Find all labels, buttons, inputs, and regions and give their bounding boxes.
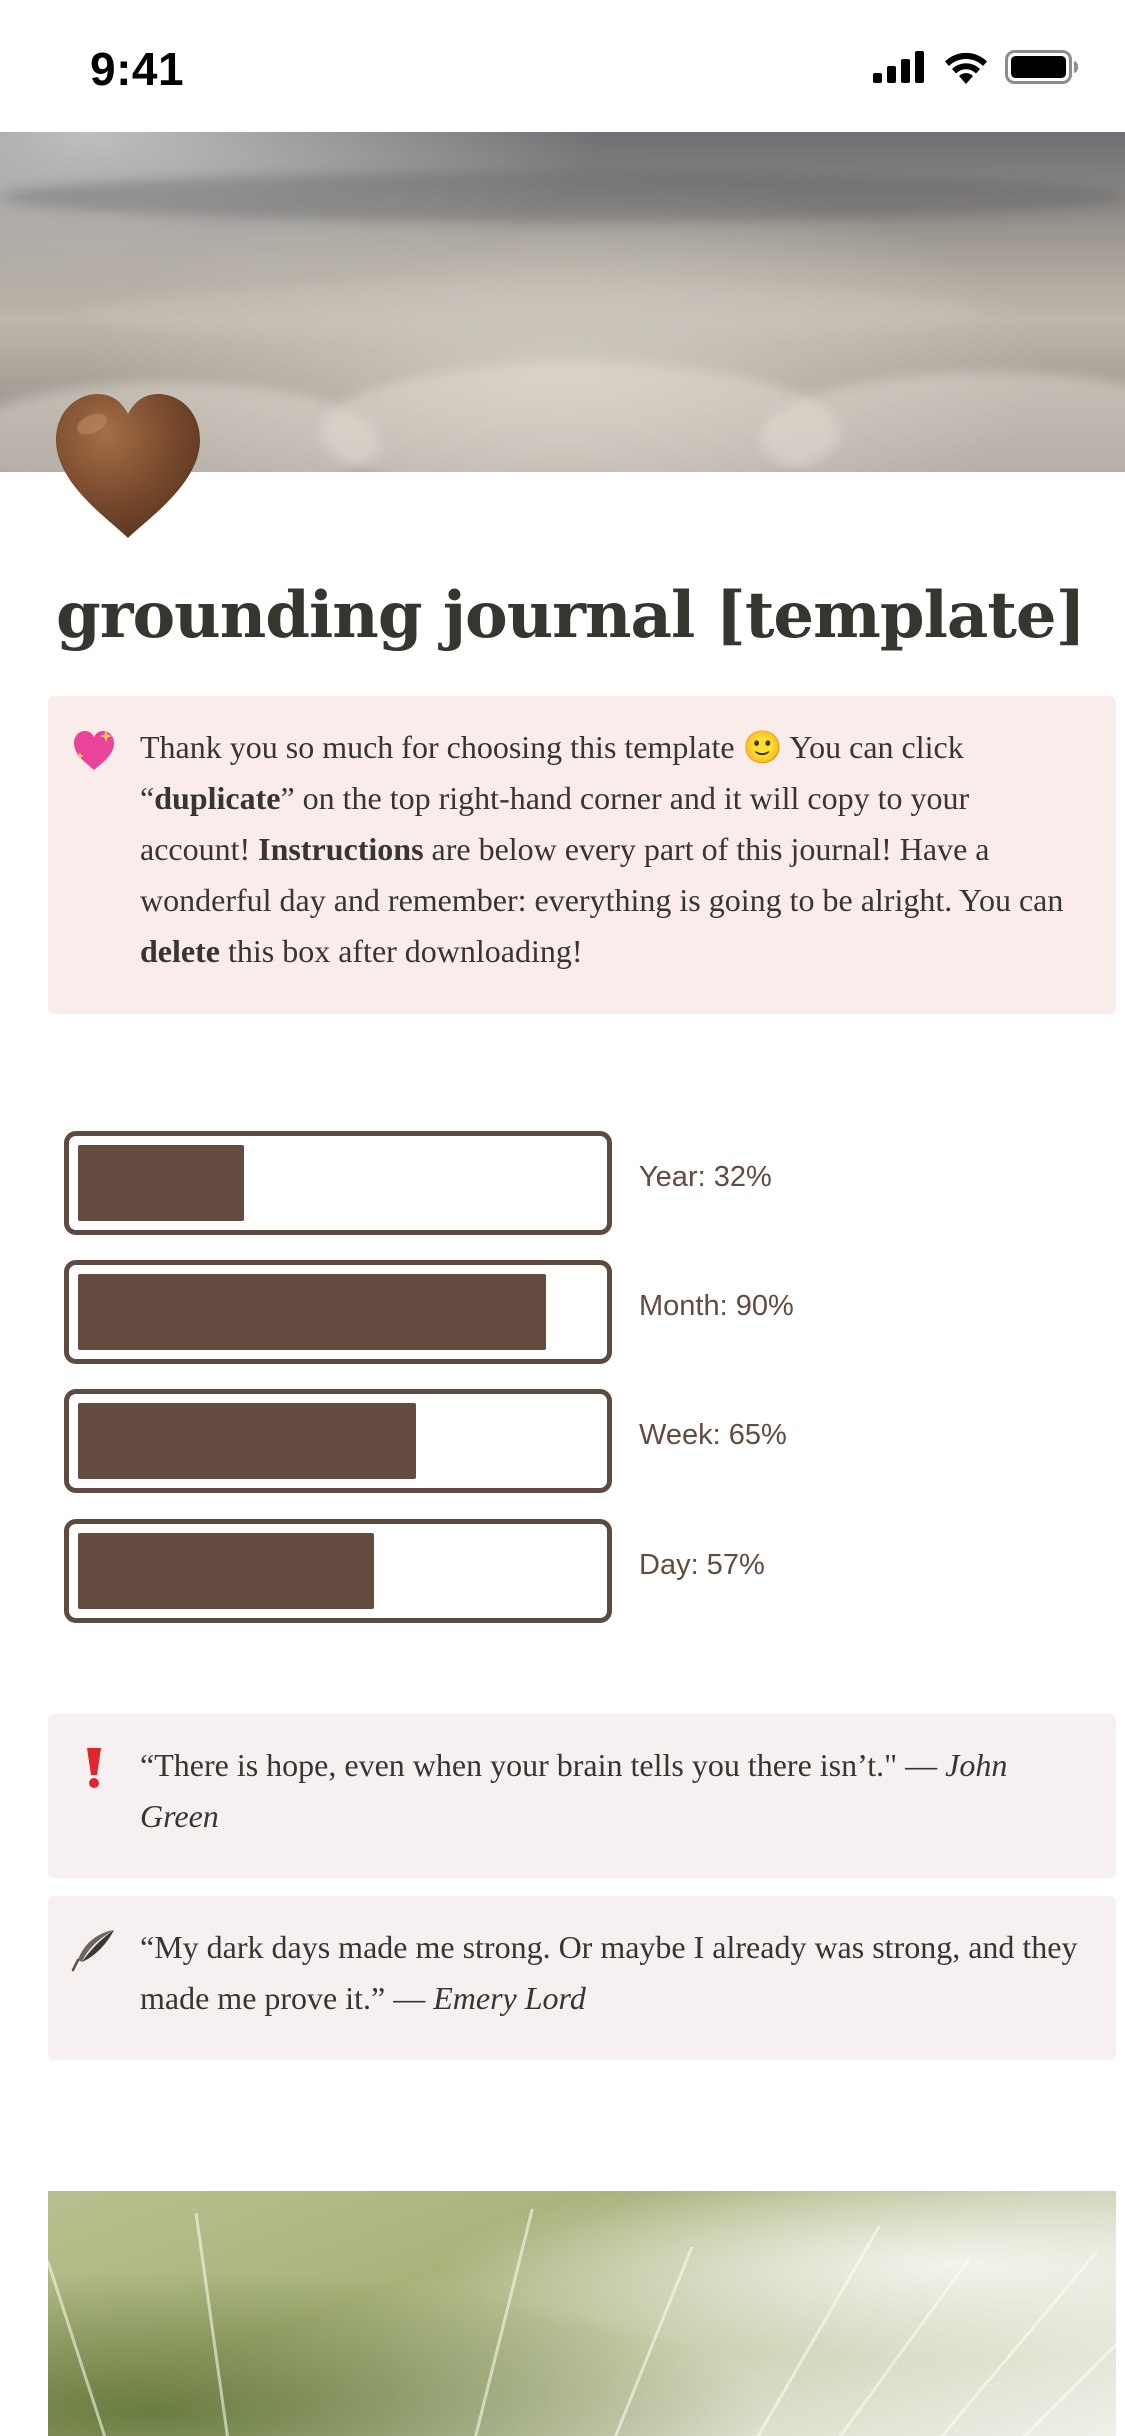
quote-author: Emery Lord	[433, 1980, 586, 2016]
intro-text-5: this box after downloading!	[219, 933, 583, 969]
battery-icon	[1005, 50, 1079, 84]
progress-track	[64, 1519, 612, 1623]
cellular-signal-icon	[873, 51, 927, 83]
progress-label: Month: 90%	[639, 1290, 794, 1322]
progress-fill	[78, 1533, 374, 1609]
quote-text: “There is hope, even when your brain tells you there isn’t." —	[140, 1747, 946, 1783]
intro-bold-delete: delete	[140, 933, 220, 969]
sparkling-heart-icon	[70, 726, 118, 774]
intro-text-3: ” on the top right-hand corner and it will copy to your account!	[140, 780, 970, 867]
feather-icon	[70, 1926, 118, 1974]
progress-label: Year: 32%	[639, 1161, 772, 1193]
red-exclamation-icon	[70, 1744, 118, 1792]
quote-author: John Green	[140, 1747, 1008, 1834]
progress-fill	[78, 1274, 546, 1350]
progress-day	[64, 1519, 1064, 1623]
progress-month	[64, 1260, 1064, 1364]
wifi-icon	[943, 50, 989, 84]
progress-track	[64, 1131, 612, 1235]
progress-year	[64, 1131, 1064, 1235]
smile-emoji-icon: 🙂	[742, 729, 783, 765]
intro-bold-instructions: Instructions	[258, 831, 424, 867]
intro-text-1: Thank you so much for choosing this template	[140, 729, 743, 765]
progress-fill	[78, 1403, 416, 1479]
quote-callout-john-green[interactable]	[48, 1714, 1116, 1878]
progress-track	[64, 1260, 612, 1364]
status-time: 9:41	[90, 43, 185, 95]
brown-heart-icon[interactable]	[50, 388, 206, 544]
progress-label: Week: 65%	[639, 1419, 787, 1451]
wheat-field-image[interactable]	[48, 2191, 1116, 2436]
quote-text: “My dark days made me strong. Or maybe I already was strong, and they made me prove it.” —	[140, 1929, 1078, 2016]
intro-text-4: are below every part of this journal! Have a wonderful day and remember: everything is going to be alright. You can	[140, 831, 1064, 918]
status-bar	[0, 0, 1125, 132]
page-title[interactable]: grounding journal [template]	[56, 578, 1085, 653]
quote-callout-emery-lord[interactable]	[48, 1896, 1116, 2060]
status-icons	[873, 50, 1079, 84]
progress-week	[64, 1389, 1064, 1493]
intro-callout[interactable]	[48, 696, 1116, 1014]
progress-track	[64, 1389, 612, 1493]
intro-bold-duplicate: duplicate	[154, 780, 281, 816]
progress-label: Day: 57%	[639, 1549, 765, 1581]
intro-text-2: You can click “	[140, 729, 964, 816]
progress-fill	[78, 1145, 244, 1221]
